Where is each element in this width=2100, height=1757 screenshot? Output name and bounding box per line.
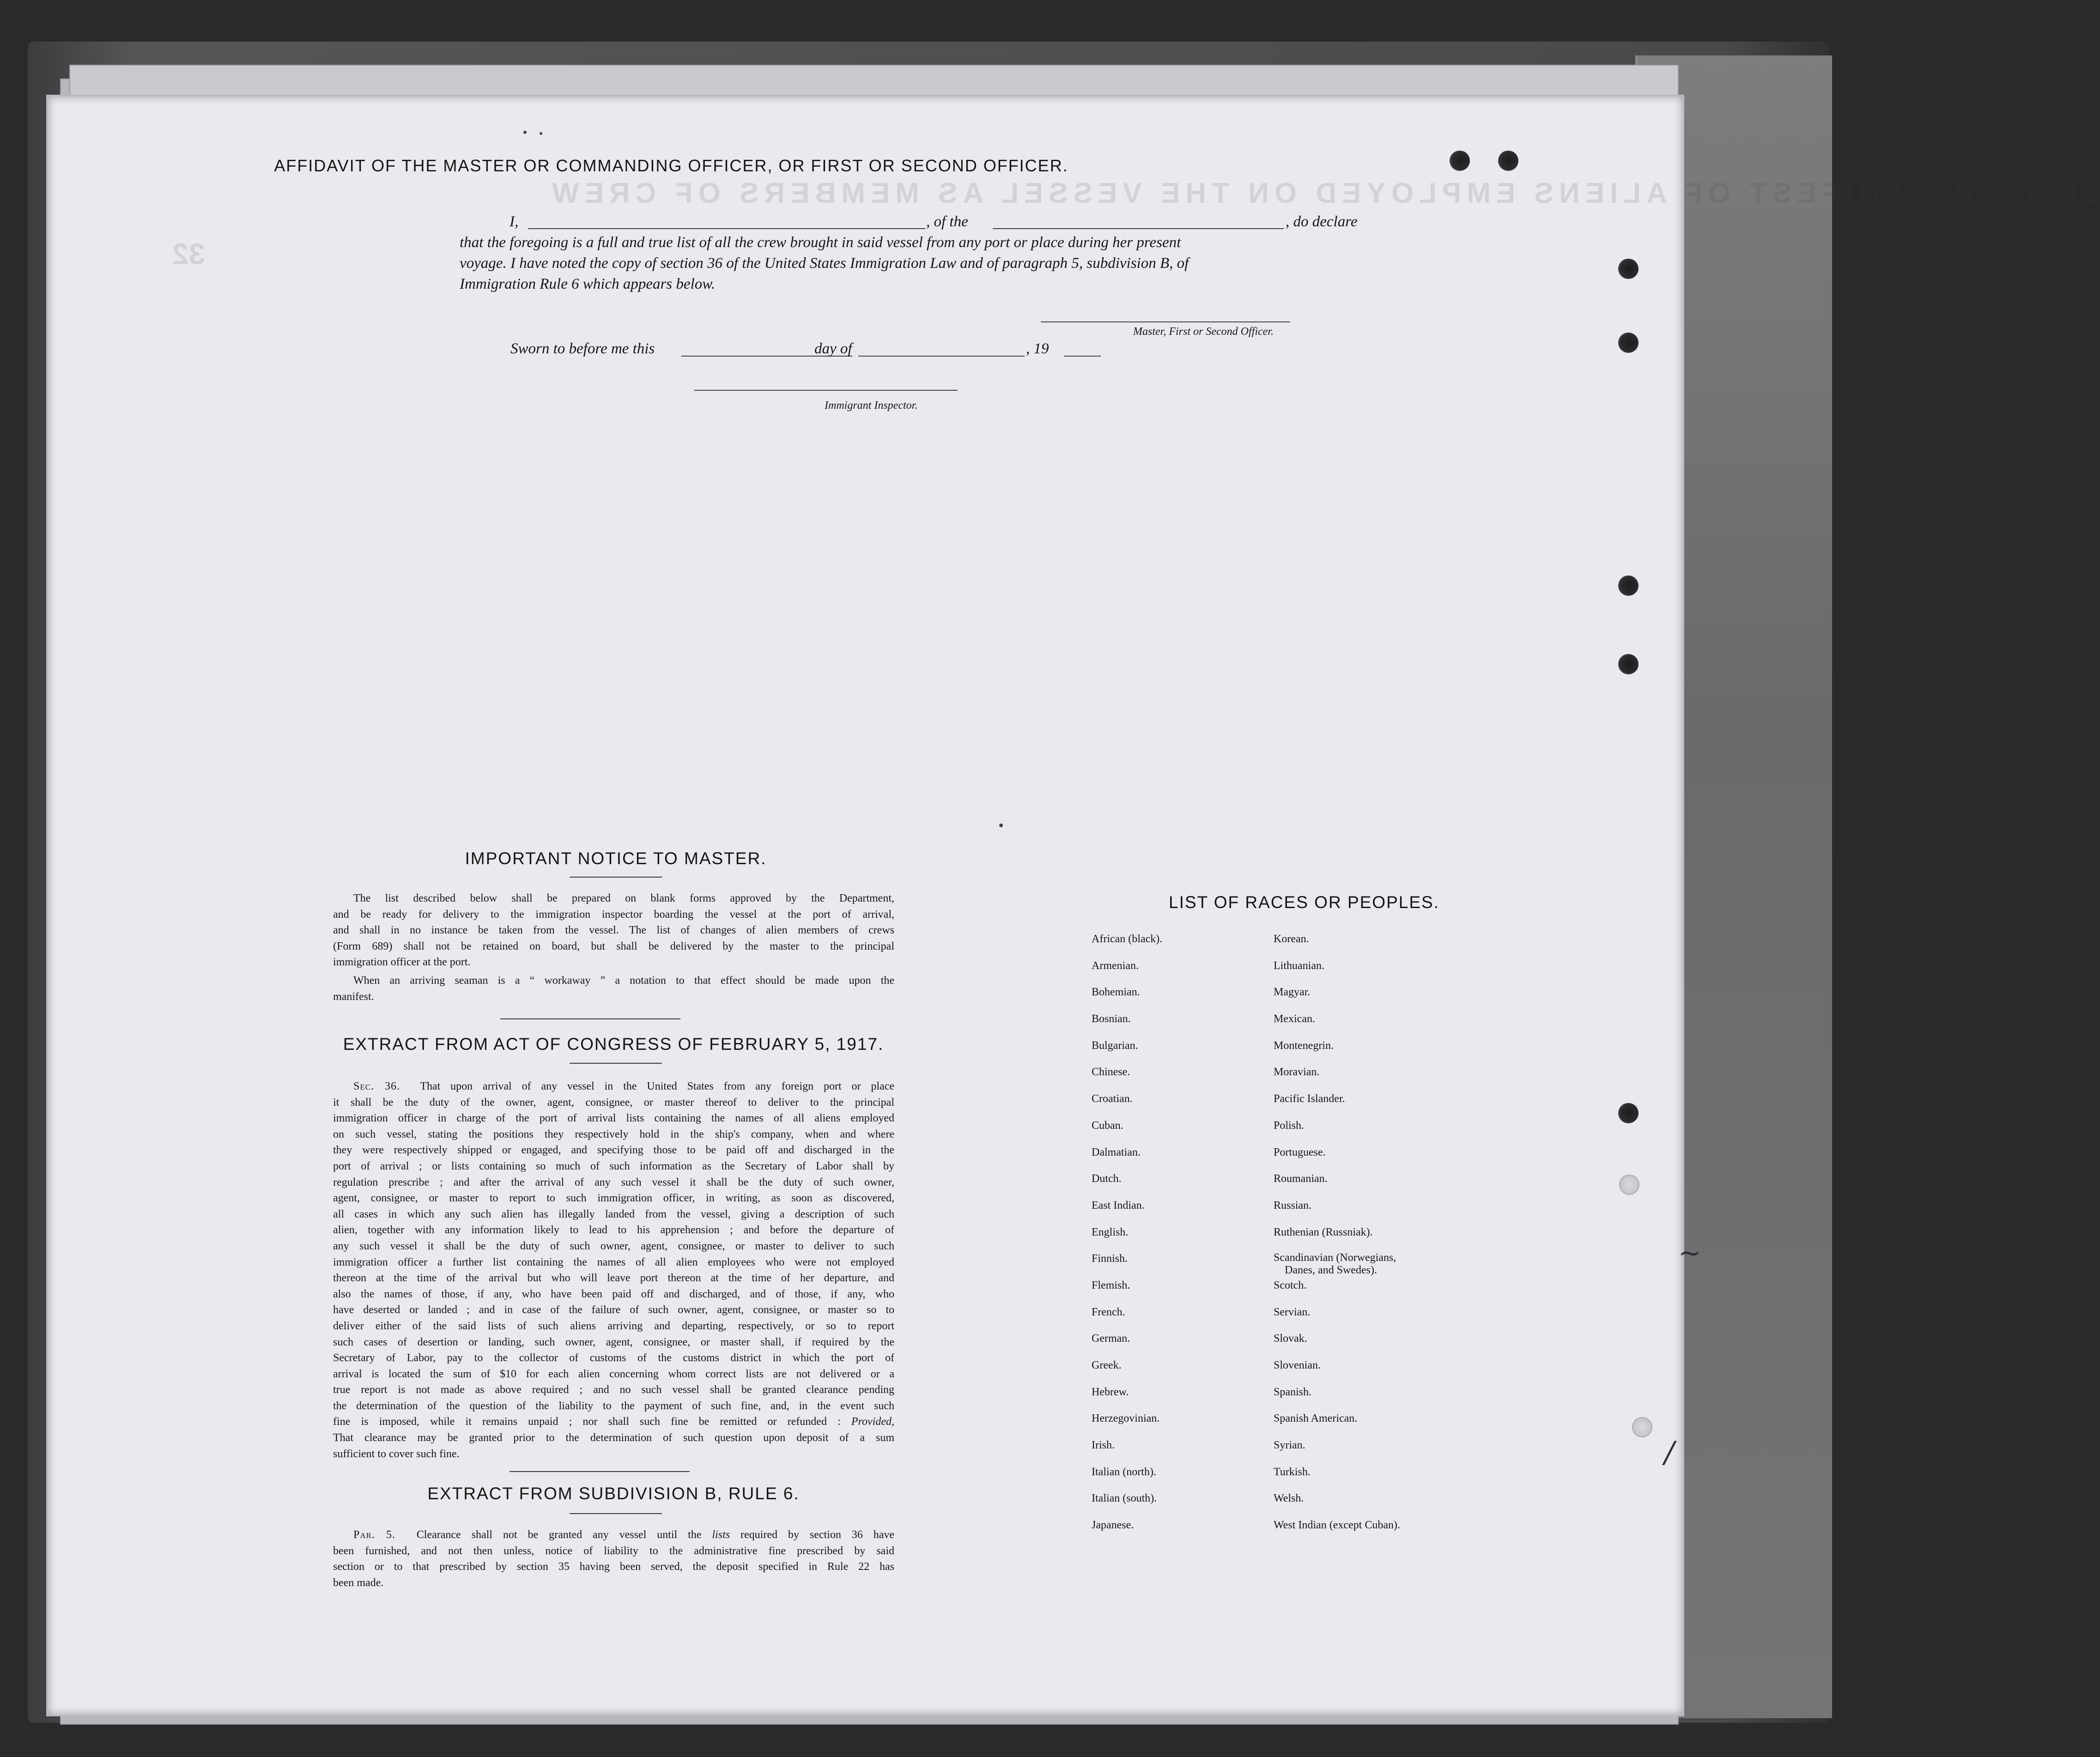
punch-hole	[1498, 151, 1518, 171]
race-item: Dutch.	[1092, 1173, 1122, 1185]
race-item: German.	[1092, 1333, 1130, 1345]
race-item: Finnish.	[1092, 1253, 1128, 1265]
race-item: Pacific Islander.	[1274, 1093, 1345, 1105]
affidavit-declaration-mid: , of the	[926, 213, 968, 230]
race-item: English.	[1092, 1226, 1129, 1238]
inspector-signature-field[interactable]	[694, 390, 958, 391]
race-item: Spanish American.	[1274, 1412, 1358, 1425]
notice-heading: IMPORTANT NOTICE TO MASTER.	[465, 849, 767, 868]
act-line: agent, consignee, or master to report to such immigration officer, in writing, as soon as discovered,	[333, 1192, 894, 1205]
rule-line-emphasis: lists	[712, 1529, 730, 1541]
race-item-text: Scandinavian (Norwegians,	[1274, 1252, 1396, 1264]
act-line: true report is not made as above required ; and no such vessel shall be granted clearance pending	[333, 1384, 894, 1396]
race-item: Hebrew.	[1092, 1386, 1129, 1398]
bleed-through-title: LIST OR MANIFEST OF ALIENS EMPLOYED ON THE VESSEL AS MEMBERS OF CREW	[546, 177, 2100, 209]
pencil-mark: ~	[1678, 1237, 1702, 1269]
notice-line: (Form 689) shall not be retained on board, but shall be delivered by the master to the principal	[333, 940, 894, 952]
race-item: Chinese.	[1092, 1066, 1130, 1078]
punch-hole	[1618, 576, 1639, 596]
race-item: Herzegovinian.	[1092, 1412, 1160, 1425]
pencil-mark: /	[1664, 1436, 1675, 1470]
race-item: Scotch.	[1274, 1279, 1307, 1291]
punch-hole	[1618, 1103, 1639, 1123]
race-item: Slovenian.	[1274, 1359, 1321, 1371]
races-list-left	[1092, 932, 1162, 1545]
paragraph-label: Par. 5.	[353, 1529, 395, 1541]
race-item: Syrian.	[1274, 1439, 1305, 1452]
race-item: Polish.	[1274, 1119, 1305, 1132]
race-item: Slovak.	[1274, 1333, 1307, 1345]
sworn-text: Sworn to before me this	[510, 340, 655, 357]
divider	[510, 1471, 690, 1472]
act-line-text: fine is imposed, while it remains unpaid ; nor shall such fine be remitted or refunded :	[333, 1416, 841, 1428]
race-item: Servian.	[1274, 1306, 1311, 1318]
race-item: Montenegrin.	[1274, 1039, 1334, 1052]
sworn-month-field[interactable]	[858, 356, 1025, 357]
affidavit-body-line: voyage. I have noted the copy of section 36 of the United States Immigration Law and of paragraph 5, subdivision B, of	[460, 255, 1189, 272]
day-of-text: day of	[814, 340, 852, 357]
notice-line: When an arriving seaman is a “ workaway ” a notation to that effect should be made upon the	[353, 975, 894, 987]
divider	[570, 1063, 662, 1064]
race-item: Roumanian.	[1274, 1173, 1328, 1185]
act-line: have deserted or landed ; and in case of the failure of such owner, agent, consignee, or master so to	[333, 1304, 894, 1316]
race-item: Turkish.	[1274, 1466, 1311, 1478]
act-line: That clearance may be granted prior to the determination of such question upon deposit of a sum	[333, 1432, 894, 1444]
affidavit-body-line: Immigration Rule 6 which appears below.	[460, 276, 716, 292]
ink-speck	[999, 824, 1003, 827]
signature-caption: Master, First or Second Officer.	[1133, 326, 1274, 338]
act-line: it shall be the duty of the owner, agent, consignee, or master thereof to deliver to the principal	[333, 1096, 894, 1109]
sworn-year-field[interactable]	[1064, 356, 1101, 357]
race-item: Italian (north).	[1092, 1466, 1156, 1478]
punch-hole	[1618, 333, 1639, 353]
notice-line: and be ready for delivery to the immigration inspector boarding the vessel at the port of arrival,	[333, 908, 894, 921]
year-text: , 19	[1026, 340, 1049, 357]
extract-rule-heading: EXTRACT FROM SUBDIVISION B, RULE 6.	[427, 1484, 800, 1503]
race-item: African (black).	[1092, 933, 1163, 945]
ink-speck	[523, 131, 527, 134]
act-line: immigration officer a further list containing the names of all alien employees who were not employed	[333, 1256, 894, 1268]
rule-line: been made.	[333, 1576, 384, 1589]
races-list-right	[1274, 932, 1400, 1545]
punch-hole	[1450, 151, 1470, 171]
notice-line: The list described below shall be prepared on blank forms approved by the Department,	[353, 892, 894, 904]
notice-paragraph-1	[333, 891, 894, 970]
manifest-sheet	[46, 95, 2100, 1716]
act-line: thereon at the time of the arrival but who will leave port thereon at the time of her departure, and	[333, 1272, 894, 1284]
notice-paragraph-2	[333, 973, 894, 1005]
act-line: Secretary of Labor, pay to the collector of customs of the customs district in which the port of	[333, 1352, 894, 1364]
master-name-field[interactable]	[528, 228, 925, 229]
race-item: Greek.	[1092, 1359, 1122, 1371]
race-item: Spanish.	[1274, 1386, 1312, 1398]
race-item: Russian.	[1274, 1199, 1312, 1212]
race-item	[1274, 1252, 1400, 1278]
race-item: Cuban.	[1092, 1119, 1123, 1132]
act-line: arrival is located the sum of $10 for each alien concerning whom correct lists are not delivered or a	[333, 1368, 894, 1380]
race-item: Italian (south).	[1092, 1492, 1157, 1505]
races-heading: LIST OF RACES OR PEOPLES.	[1169, 893, 1439, 912]
rule-line: section or to that prescribed by section 35 having been served, the deposit specified in Rule 22 has	[333, 1561, 894, 1573]
rule-line: been furnished, and not then unless, notice of liability to the administrative fine prescribed by said	[333, 1545, 894, 1557]
affidavit-declaration-prefix: I,	[510, 213, 519, 230]
race-item: Bohemian.	[1092, 986, 1140, 999]
race-item: Bosnian.	[1092, 1013, 1131, 1025]
race-item: French.	[1092, 1306, 1125, 1318]
race-item: Lithuanian.	[1274, 959, 1324, 972]
punch-hole	[1619, 1175, 1639, 1195]
extract-act-heading: EXTRACT FROM ACT OF CONGRESS OF FEBRUARY 5, 1917.	[343, 1035, 884, 1054]
inspector-caption: Immigrant Inspector.	[825, 400, 918, 412]
race-item-continuation: Danes, and Swedes).	[1285, 1264, 1377, 1277]
act-line: immigration officer in charge of the port of arrival lists containing the names of all aliens employed	[333, 1112, 894, 1125]
act-line: port of arrival ; or lists containing so much of such information as the Secretary of Labor shall by	[333, 1160, 894, 1172]
provided-word: Provided,	[851, 1416, 895, 1428]
affidavit-declaration-suffix: , do declare	[1286, 213, 1358, 230]
bleed-through-number: 32	[172, 237, 206, 271]
race-item: Bulgarian.	[1092, 1039, 1138, 1052]
act-line: the determination of the question of the liability to the payment of such fine, and, in the event such	[333, 1400, 894, 1412]
race-item: Flemish.	[1092, 1279, 1130, 1291]
notice-line: and shall in no instance be taken from the vessel. The list of changes of alien members of crews	[333, 924, 894, 937]
act-line: they were respectively shipped or engaged, and specifying those to be paid off and discharged in the	[333, 1144, 894, 1157]
punch-hole	[1618, 654, 1639, 674]
rule-line-text: required by section 36 have	[740, 1529, 895, 1541]
race-item: Armenian.	[1092, 959, 1139, 972]
act-line: sufficient to cover such fine.	[333, 1448, 460, 1460]
rule-line	[333, 1527, 894, 1543]
act-line: any such vessel it shall be the duty of such owner, agent, consignee, or master to deliver to such	[333, 1240, 894, 1252]
race-item: Croatian.	[1092, 1093, 1133, 1105]
race-item: Moravian.	[1274, 1066, 1320, 1078]
affidavit-body-line: that the foregoing is a full and true list of all the crew brought in said vessel from any port or place during her present	[460, 234, 1181, 251]
race-item: Korean.	[1274, 933, 1309, 945]
divider	[570, 877, 662, 878]
punch-hole	[1632, 1417, 1652, 1437]
affidavit-heading: AFFIDAVIT OF THE MASTER OR COMMANDING OFFICER, OR FIRST OR SECOND OFFICER.	[274, 156, 1068, 175]
race-item: West Indian (except Cuban).	[1274, 1519, 1400, 1532]
race-item: Portuguese.	[1274, 1146, 1326, 1158]
notice-line: immigration officer at the port.	[333, 956, 471, 969]
act-line	[333, 1078, 894, 1095]
act-line: deliver either of the said lists of such aliens arriving and departing, respectively, or so to report	[333, 1320, 894, 1332]
race-item: Irish.	[1092, 1439, 1115, 1452]
act-line-text: That upon arrival of any vessel in the United States from any foreign port or place	[420, 1080, 894, 1092]
race-item: Welsh.	[1274, 1492, 1304, 1505]
section-36-paragraph	[333, 1078, 894, 1462]
race-item: Mexican.	[1274, 1013, 1315, 1025]
act-line: all cases in which any such alien has illegally landed from the vessel, giving a description of such	[333, 1208, 894, 1220]
act-line: regulation prescribe ; and after the arrival of any such vessel it shall be the duty of such owner,	[333, 1176, 894, 1188]
race-item: Dalmatian.	[1092, 1146, 1141, 1158]
notice-line: manifest.	[333, 990, 374, 1003]
race-item: East Indian.	[1092, 1199, 1145, 1212]
act-line: also the names of those, if any, who have been paid off and discharged, and of those, if any, who	[333, 1288, 894, 1300]
act-line: such cases of desertion or landing, such owner, agent, consignee, or master shall, if required by the	[333, 1336, 894, 1348]
act-line: alien, together with any information likely to lead to his apprehension ; and before the departure of	[333, 1224, 894, 1236]
master-signature-field[interactable]	[1041, 321, 1290, 322]
act-line	[333, 1414, 894, 1430]
divider	[570, 1513, 662, 1514]
race-item: Magyar.	[1274, 986, 1311, 999]
race-item: Japanese.	[1092, 1519, 1134, 1532]
section-label: Sec. 36.	[353, 1080, 400, 1092]
vessel-name-field[interactable]	[993, 228, 1284, 229]
ink-speck	[540, 132, 542, 135]
race-item: Ruthenian (Russniak).	[1274, 1226, 1373, 1238]
punch-hole	[1618, 259, 1639, 279]
rule-line-text: Clearance shall not be granted any vessel until the	[416, 1529, 702, 1541]
paragraph-5	[333, 1527, 894, 1591]
divider	[500, 1018, 680, 1019]
act-line: on such vessel, stating the positions they respectively hold in the ship's company, when and where	[333, 1128, 894, 1140]
